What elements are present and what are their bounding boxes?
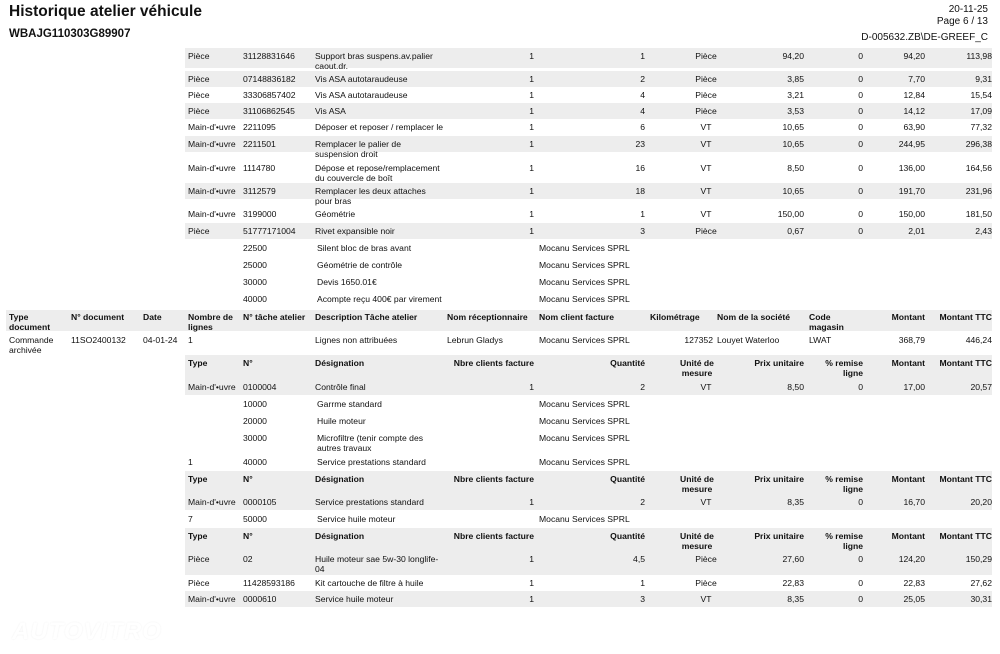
task-code: 40000 (243, 457, 267, 467)
line-item-clients: 1 (529, 186, 534, 196)
task-client: Mocanu Services SPRL (539, 294, 630, 304)
line-item-amount-ttc: 30,31 (970, 594, 992, 604)
line-item-unit-price: 94,20 (782, 51, 804, 61)
line-item-unit: VT (700, 139, 712, 149)
doc-task-description: Lignes non attribuées (315, 335, 398, 345)
line-item-unit: VT (700, 163, 712, 173)
line-item-clients: 1 (529, 226, 534, 236)
task-code: 30000 (243, 433, 267, 443)
line-item-number: 33306857402 (243, 90, 296, 100)
line-item-discount: 0 (858, 382, 863, 392)
doc-date: 04-01-24 (143, 335, 178, 345)
task-line-count: 7 (188, 514, 193, 524)
header-quantity: Quantité (610, 474, 645, 484)
doc-store-code: LWAT (809, 335, 832, 345)
line-item-unit: Pièce (695, 226, 717, 236)
line-item-amount: 63,90 (903, 122, 925, 132)
line-item-clients: 1 (529, 594, 534, 604)
header-doc-type: Type document (9, 312, 51, 332)
line-item-unit-price: 8,50 (787, 382, 804, 392)
line-item-number: 0000610 (243, 594, 277, 604)
header-designation: Désignation (315, 474, 365, 484)
header-task-description: Description Tâche atelier (315, 312, 418, 322)
line-item-clients: 1 (529, 106, 534, 116)
line-item-amount: 150,00 (898, 209, 925, 219)
header-date: Date (143, 312, 162, 322)
line-item-quantity: 2 (640, 382, 645, 392)
line-item-quantity: 4,5 (633, 554, 645, 564)
line-item-quantity: 4 (640, 90, 645, 100)
header-clients: Nbre clients facture (453, 358, 534, 368)
line-item-amount-ttc: 15,54 (970, 90, 992, 100)
line-item-designation: Service huile moteur (315, 594, 394, 604)
header-discount: % remise ligne (825, 531, 863, 551)
report-date: 20-11-25 (948, 4, 988, 15)
line-item-type: Pièce (188, 106, 210, 116)
line-item-type: Pièce (188, 74, 210, 84)
line-item-type: Pièce (188, 226, 210, 236)
line-item-clients: 1 (529, 51, 534, 61)
line-item-amount-ttc: 296,38 (965, 139, 992, 149)
line-item-unit-price: 8,50 (787, 163, 804, 173)
task-description: Service prestations standard (317, 457, 426, 467)
task-line-count: 1 (188, 457, 193, 467)
task-code: 22500 (243, 243, 267, 253)
line-item-designation: Géométrie (315, 209, 356, 219)
line-item-unit-price: 3,53 (787, 106, 804, 116)
line-item-designation: Vis ASA autotaraudeuse (315, 74, 408, 84)
line-item-number: 0100004 (243, 382, 277, 392)
header-designation: Désignation (315, 358, 365, 368)
header-amount: Montant (891, 312, 925, 322)
line-item-discount: 0 (858, 497, 863, 507)
doc-company: Louyet Waterloo (717, 335, 780, 345)
line-item-quantity: 6 (640, 122, 645, 132)
line-item-type: Pièce (188, 554, 210, 564)
line-item-type: Main-d'•uvre (188, 594, 236, 604)
line-item-number: 51777171004 (243, 226, 296, 236)
line-item-unit: Pièce (695, 554, 717, 564)
line-item-number: 0000105 (243, 497, 277, 507)
line-item-type: Pièce (188, 90, 210, 100)
line-item-number: 1114780 (243, 163, 276, 173)
line-item-unit: VT (700, 594, 712, 604)
task-code: 25000 (243, 260, 267, 270)
line-item-amount: 136,00 (898, 163, 925, 173)
line-item-discount: 0 (858, 186, 863, 196)
line-item-clients: 1 (529, 554, 534, 564)
doc-type: Commande archivée (9, 335, 54, 355)
doc-line-count: 1 (188, 335, 193, 345)
header-unit-price: Prix unitaire (754, 358, 804, 368)
line-item-designation: Remplacer le palier de suspension droit (315, 139, 401, 159)
header-designation: Désignation (315, 531, 365, 541)
line-item-quantity: 3 (640, 226, 645, 236)
line-item-discount: 0 (858, 122, 863, 132)
line-item-type: Pièce (188, 578, 210, 588)
line-item-unit: Pièce (695, 74, 717, 84)
line-item-amount-ttc: 20,20 (970, 497, 992, 507)
line-item-discount: 0 (858, 594, 863, 604)
line-item-amount: 7,70 (908, 74, 925, 84)
line-item-type: Main-d'•uvre (188, 122, 236, 132)
line-item-discount: 0 (858, 554, 863, 564)
task-description: Huile moteur (317, 416, 366, 426)
line-item-discount: 0 (858, 163, 863, 173)
line-item-unit-price: 8,35 (787, 497, 804, 507)
line-item-quantity: 3 (640, 594, 645, 604)
line-item-clients: 1 (529, 139, 534, 149)
line-item-amount: 16,70 (903, 497, 925, 507)
header-doc-number: N° document (71, 312, 125, 322)
line-item-quantity: 18 (635, 186, 645, 196)
line-item-type: Main-d'•uvre (188, 209, 236, 219)
header-amount-ttc: Montant TTC (939, 358, 992, 368)
line-item-unit-price: 3,21 (787, 90, 804, 100)
line-item-designation: Remplacer les deux attaches pour bras (315, 186, 426, 206)
line-item-amount: 191,70 (898, 186, 925, 196)
line-item-amount-ttc: 113,98 (966, 51, 992, 61)
header-number: N° (243, 358, 253, 368)
line-item-unit-price: 27,60 (782, 554, 804, 564)
line-item-unit: VT (700, 186, 712, 196)
header-amount: Montant (891, 531, 925, 541)
line-item-discount: 0 (858, 106, 863, 116)
line-item-designation: Déposer et reposer / remplacer le (315, 122, 444, 132)
line-item-amount-ttc: 150,29 (965, 554, 992, 564)
line-item-quantity: 1 (640, 578, 645, 588)
line-item-discount: 0 (858, 226, 863, 236)
line-item-number: 31128831646 (243, 51, 295, 61)
line-item-unit: VT (700, 497, 712, 507)
line-item-designation: Huile moteur sae 5w-30 longlife-04 (315, 554, 439, 574)
header-quantity: Quantité (610, 358, 645, 368)
line-item-clients: 1 (529, 90, 534, 100)
task-client: Mocanu Services SPRL (539, 243, 630, 253)
header-unit: Unité de mesure (680, 474, 714, 494)
line-item-number: 31106862545 (243, 106, 295, 116)
task-client: Mocanu Services SPRL (539, 399, 630, 409)
task-code: 30000 (243, 277, 267, 287)
line-item-discount: 0 (858, 51, 863, 61)
line-item-number: 11428593186 (243, 578, 295, 588)
line-item-amount: 94,20 (903, 51, 925, 61)
line-item-amount: 25,05 (903, 594, 925, 604)
line-item-amount-ttc: 181,50 (965, 209, 992, 219)
line-item-discount: 0 (858, 209, 863, 219)
line-item-unit: Pièce (695, 90, 717, 100)
line-item-quantity: 2 (640, 497, 645, 507)
line-item-amount-ttc: 77,32 (970, 122, 992, 132)
line-item-unit: Pièce (695, 51, 717, 61)
header-amount: Montant (891, 358, 925, 368)
task-description: Service huile moteur (317, 514, 396, 524)
task-description: Devis 1650.01€ (317, 277, 377, 287)
line-item-unit-price: 150,00 (777, 209, 804, 219)
task-description: Silent bloc de bras avant (317, 243, 412, 253)
doc-amount-ttc: 446,24 (965, 335, 992, 345)
task-description: Acompte reçu 400€ par virement (317, 294, 442, 304)
line-item-unit: VT (700, 209, 712, 219)
line-item-discount: 0 (858, 74, 863, 84)
line-item-quantity: 4 (640, 106, 645, 116)
vin-number: WBAJG110303G89907 (9, 28, 131, 40)
line-item-clients: 1 (529, 382, 534, 392)
line-item-number: 2211095 (243, 122, 276, 132)
line-item-quantity: 1 (640, 209, 645, 219)
line-item-clients: 1 (529, 578, 534, 588)
line-item-discount: 0 (858, 578, 863, 588)
task-client: Mocanu Services SPRL (539, 260, 630, 270)
header-amount-ttc: Montant TTC (939, 531, 992, 541)
line-item-unit-price: 10,65 (782, 122, 804, 132)
line-item-designation: Rivet expansible noir (315, 226, 395, 236)
line-item-clients: 1 (529, 122, 534, 132)
line-item-amount: 12,84 (903, 90, 925, 100)
header-unit-price: Prix unitaire (754, 474, 804, 484)
header-discount: % remise ligne (825, 358, 863, 378)
line-item-unit-price: 22,83 (782, 578, 804, 588)
task-code: 20000 (243, 416, 267, 426)
line-item-clients: 1 (529, 163, 534, 173)
task-client: Mocanu Services SPRL (539, 514, 630, 524)
line-item-amount: 244,95 (898, 139, 925, 149)
task-description: Garrme standard (317, 399, 382, 409)
line-item-clients: 1 (529, 497, 534, 507)
header-type: Type (188, 531, 208, 541)
header-unit: Unité de mesure (680, 358, 714, 378)
header-amount: Montant (891, 474, 925, 484)
line-item-quantity: 16 (635, 163, 645, 173)
line-item-amount: 14,12 (903, 106, 925, 116)
document-reference: D-005632.ZB\DE-GREEF_C (861, 32, 988, 43)
line-item-amount-ttc: 2,43 (975, 226, 992, 236)
header-company: Nom de la société (717, 312, 791, 322)
task-client: Mocanu Services SPRL (539, 433, 630, 443)
line-item-amount-ttc: 17,09 (970, 106, 992, 116)
line-item-amount: 17,00 (903, 382, 925, 392)
line-item-discount: 0 (858, 139, 863, 149)
line-item-clients: 1 (529, 74, 534, 84)
page-title: Historique atelier véhicule (9, 3, 202, 20)
line-item-number: 2211501 (243, 139, 276, 149)
header-discount: % remise ligne (825, 474, 863, 494)
line-item-amount: 22,83 (903, 578, 925, 588)
header-amount-ttc: Montant TTC (939, 474, 992, 484)
line-item-type: Main-d'•uvre (188, 497, 236, 507)
header-number: N° (243, 474, 253, 484)
line-item-amount-ttc: 20,57 (970, 382, 992, 392)
header-type: Type (188, 474, 208, 484)
line-item-amount-ttc: 231,96 (965, 186, 992, 196)
line-item-clients: 1 (529, 209, 534, 219)
line-item-number: 02 (243, 554, 253, 564)
task-code: 50000 (243, 514, 267, 524)
task-client: Mocanu Services SPRL (539, 457, 630, 467)
header-type: Type (188, 358, 208, 368)
doc-client: Mocanu Services SPRL (539, 335, 630, 345)
line-item-designation: Vis ASA autotaraudeuse (315, 90, 408, 100)
line-item-quantity: 1 (640, 51, 645, 61)
line-item-amount-ttc: 9,31 (975, 74, 992, 84)
page-number: Page 6 / 13 (936, 16, 988, 27)
line-item-unit: Pièce (695, 106, 717, 116)
line-item-type: Pièce (188, 51, 210, 61)
line-item-number: 07148836182 (243, 74, 296, 84)
line-item-unit-price: 10,65 (782, 139, 804, 149)
line-item-designation: Support bras suspens.av.palier caout.dr. (315, 51, 433, 71)
task-client: Mocanu Services SPRL (539, 277, 630, 287)
header-client: Nom client facture (539, 312, 614, 322)
line-item-amount: 124,20 (898, 554, 925, 564)
task-description: Géométrie de contrôle (317, 260, 403, 270)
line-item-unit: Pièce (695, 578, 717, 588)
line-item-number: 3112579 (243, 186, 276, 196)
line-item-amount-ttc: 27,62 (970, 578, 992, 588)
line-item-designation: Vis ASA (315, 106, 346, 116)
line-item-number: 3199000 (243, 209, 277, 219)
line-item-discount: 0 (858, 90, 863, 100)
line-item-unit: VT (700, 122, 712, 132)
watermark-logo: AUTOVITRO (12, 618, 162, 645)
line-item-amount: 2,01 (908, 226, 925, 236)
line-item-designation: Kit cartouche de filtre à huile (315, 578, 424, 588)
header-mileage: Kilométrage (650, 312, 700, 322)
header-receptionist: Nom réceptionnaire (447, 312, 528, 322)
header-amount-ttc: Montant TTC (939, 312, 992, 322)
header-task-number: N° tâche atelier (243, 312, 306, 322)
line-item-quantity: 23 (635, 139, 645, 149)
doc-receptionist: Lebrun Gladys (447, 335, 503, 345)
line-item-quantity: 2 (640, 74, 645, 84)
line-item-type: Main-d'•uvre (188, 186, 236, 196)
doc-mileage: 127352 (684, 335, 713, 345)
line-item-type: Main-d'•uvre (188, 382, 236, 392)
header-unit: Unité de mesure (680, 531, 714, 551)
line-item-designation: Contrôle final (315, 382, 366, 392)
line-item-unit-price: 0,67 (787, 226, 804, 236)
header-number: N° (243, 531, 253, 541)
line-item-type: Main-d'•uvre (188, 163, 236, 173)
line-item-amount-ttc: 164,56 (965, 163, 992, 173)
line-item-unit: VT (700, 382, 712, 392)
line-item-designation: Dépose et repose/remplacement du couvercle de boît (315, 163, 440, 183)
header-clients: Nbre clients facture (453, 474, 534, 484)
line-item-unit-price: 8,35 (787, 594, 804, 604)
task-client: Mocanu Services SPRL (539, 416, 630, 426)
doc-number: 11SO2400132 (71, 335, 126, 345)
line-item-type: Main-d'•uvre (188, 139, 236, 149)
header-store-code: Code magasin (809, 312, 844, 332)
line-item-designation: Service prestations standard (315, 497, 424, 507)
header-line-count: Nombre de lignes (188, 312, 233, 332)
header-unit-price: Prix unitaire (754, 531, 804, 541)
line-item-unit-price: 10,65 (782, 186, 804, 196)
header-clients: Nbre clients facture (453, 531, 534, 541)
doc-amount: 368,79 (898, 335, 925, 345)
task-code: 10000 (243, 399, 267, 409)
task-description: Microfiltre (tenir compte des autres travaux (317, 433, 424, 453)
line-item-unit-price: 3,85 (787, 74, 804, 84)
header-quantity: Quantité (610, 531, 645, 541)
task-code: 40000 (243, 294, 267, 304)
